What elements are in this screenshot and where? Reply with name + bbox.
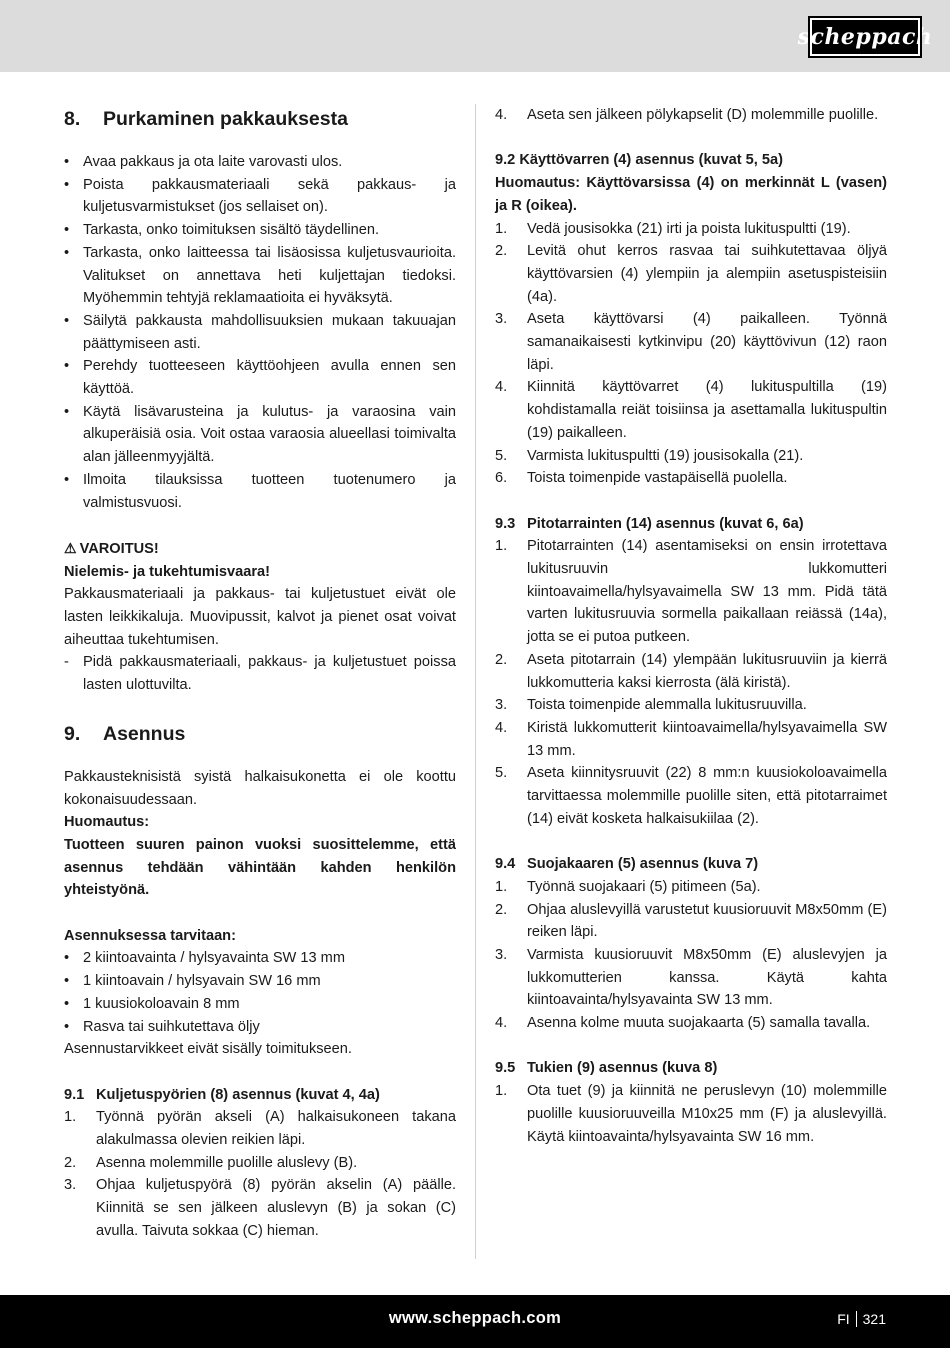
subsection-title: Kuljetuspyörien (8) asennus (kuvat 4, 4a) bbox=[96, 1086, 380, 1103]
list-item: • 1 kiintoavain / hylsyavain SW 16 mm bbox=[64, 970, 456, 993]
list-item: • Rasva tai suihkutettava öljy bbox=[64, 1016, 456, 1039]
wheels-steps-continued bbox=[495, 104, 887, 127]
list-item: • Käytä lisävarusteina ja kulutus- ja varaosina vain alkuperäisiä osia. Voit ostaa varaosia alueellasi toimivalta alan jälleenmyyjältä. bbox=[64, 401, 456, 469]
wheels-steps bbox=[64, 1106, 456, 1242]
tools-label: Asennuksessa tarvitaan: bbox=[64, 927, 236, 944]
list-item: 4. Asenna kolme muuta suojakaarta (5) samalla tavalla. bbox=[495, 1015, 871, 1032]
subsection-title: Tukien (9) asennus (kuva 8) bbox=[527, 1060, 718, 1077]
list-item: • Tarkasta, onko laitteessa tai lisäosissa kuljetusvaurioita. Valitukset on annettava heti kuljettajan tiedoksi. Myöhemmin tehtyjä reklamaatioita ei hyväksytä. bbox=[64, 242, 456, 310]
left-column bbox=[64, 104, 456, 1243]
warning-triangle-icon: ⚠ bbox=[64, 539, 77, 556]
warning-heading bbox=[64, 537, 456, 561]
section-9-4-heading bbox=[495, 853, 887, 876]
list-item: 3. Varmista kuusioruuvit M8x50mm (E) aluslevyjen ja lukkomutterien kanssa. Käytä kahta kiintoavainta/hylsyavainta SW 13 mm. bbox=[495, 946, 887, 1009]
subsection-number: 9.1 bbox=[64, 1086, 85, 1103]
section-number: 8. bbox=[64, 108, 81, 130]
scheppach-logo: scheppach bbox=[810, 18, 920, 56]
section-9-heading bbox=[64, 723, 456, 746]
list-item: • 1 kuusiokoloavain 8 mm bbox=[64, 993, 456, 1016]
list-item: 4. Kiinnitä käyttövarret (4) lukituspultilla (19) kohdistamalla reiät toisiinsa ja asettamalla lukituspultin (19) paikalleen. bbox=[495, 379, 887, 441]
supports-steps bbox=[495, 1080, 887, 1148]
guard-steps bbox=[495, 876, 887, 1035]
list-item: 2. Ohjaa aluslevyillä varustetut kuusioruuvit M8x50mm (E) reiken läpi. bbox=[495, 901, 887, 941]
subsection-number: 9.3 bbox=[495, 515, 516, 532]
website-link[interactable]: www.scheppach.com bbox=[388, 1309, 562, 1327]
tools-note: Asennustarvikkeet eivät sisälly toimitukseen. bbox=[64, 1041, 352, 1058]
right-column bbox=[495, 104, 887, 1148]
list-item: 5. Varmista lukituspultti (19) jousisokalla (21). bbox=[495, 447, 804, 464]
warning-subtitle: Nielemis- ja tukehtumisvaara! bbox=[64, 563, 271, 580]
list-item: • Ilmoita tilauksissa tuotteen tuotenumero ja valmistusvuosi. bbox=[64, 469, 456, 514]
list-item: 1. Työnnä pyörän akseli (A) halkaisukoneen takana alakulmassa olevien reikien läpi. bbox=[64, 1109, 456, 1149]
list-item: • 2 kiintoavainta / hylsyavainta SW 13 mm bbox=[64, 947, 456, 970]
list-item: 4. Aseta sen jälkeen pölykapselit (D) molemmille puolille. bbox=[495, 107, 879, 123]
section-title: Purkaminen pakkauksesta bbox=[103, 108, 348, 130]
list-item: 3. Ohjaa kuljetuspyörä (8) pyörän akselin (A) päälle. Kiinnitä se sen jälkeen aluslevyn (B) ja sokan (C) avulla. Taivuta sokkaa (C) hieman. bbox=[64, 1177, 456, 1239]
section-9-5-heading bbox=[495, 1057, 887, 1080]
subsection-number: 9.4 bbox=[495, 856, 516, 873]
section-9-1-heading bbox=[64, 1084, 456, 1107]
warning-dash-list bbox=[64, 651, 456, 696]
holders-steps bbox=[495, 535, 887, 830]
list-item: 3. Toista toimenpide alemmalla lukitusruuvilla. bbox=[495, 697, 807, 714]
section-title: Asennus bbox=[103, 722, 186, 745]
list-item: 2. Asenna molemmille puolille aluslevy (B). bbox=[64, 1154, 358, 1171]
list-item: 6. Toista toimenpide vastapäisellä puolella. bbox=[495, 470, 788, 487]
note-label: Huomautus: bbox=[64, 814, 150, 831]
subsection-number: 9.5 bbox=[495, 1060, 516, 1077]
list-item: • Tarkasta, onko toimituksen sisältö täydellinen. bbox=[64, 219, 456, 242]
page-number bbox=[837, 1311, 886, 1327]
subsection-title: Pitotarrainten (14) asennus (kuvat 6, 6a) bbox=[527, 515, 804, 532]
list-item: 5. Aseta kiinnitysruuvit (22) 8 mm:n kuusiokoloavaimella tarvittaessa molemmille puolille siten, että pitotarraimet (14) eivät kosketa halkaisukiilaa (2). bbox=[495, 765, 887, 827]
warning-title: VAROITUS! bbox=[79, 540, 159, 557]
section-9-2-note: Huomautus: Käyttövarsissa (4) on merkinnät L (vasen) ja R (oikea). bbox=[495, 175, 887, 214]
section-number: 9. bbox=[64, 722, 81, 745]
list-item: 1. Ota tuet (9) ja kiinnitä ne peruslevyn (10) molemmille puolille kuusioruuveilla M10x25 mm (F) ja aluslevyillä. Käytä kiintoavainta/hylsyavainta SW 16 mm. bbox=[495, 1083, 887, 1145]
column-divider bbox=[475, 104, 476, 1259]
tools-list bbox=[64, 947, 456, 1038]
list-item: 1. Työnnä suojakaari (5) pitimeen (5a). bbox=[495, 878, 761, 895]
section-9-3-heading bbox=[495, 513, 887, 536]
list-item: • Avaa pakkaus ja ota laite varovasti ulos. bbox=[64, 151, 456, 174]
list-item: 2. Levitä ohut kerros rasvaa tai suihkutettavaa öljyä käyttövarsien (4) ylempiin ja alempiin asetuspisteisiin (4a). bbox=[495, 243, 887, 305]
list-item: • Poista pakkausmateriaali sekä pakkaus- ja kuljetusvarmistukset (jos sellaiset on). bbox=[64, 174, 456, 219]
assembly-intro: Pakkausteknisistä syistä halkaisukonetta ei ole koottu kokonaisuudessaan. bbox=[64, 768, 456, 808]
list-item: 1. Vedä jousisokka (21) irti ja poista lukituspultti (19). bbox=[495, 220, 851, 237]
page-header bbox=[0, 0, 950, 72]
list-item: 3. Aseta käyttövarsi (4) paikalleen. Työnnä samanaikaisesti kytkinvipu (20) käyttövivun (12) raon läpi. bbox=[495, 311, 887, 373]
list-item: • Säilytä pakkausta mahdollisuuksien mukaan takuuajan päättymiseen asti. bbox=[64, 310, 456, 355]
list-item: 2. Aseta pitotarrain (14) ylempään lukitusruuviin ja kierrä lukkomutteria kaksi kierrosta (älä kiristä). bbox=[495, 651, 887, 691]
subsection-title: Suojakaaren (5) asennus (kuva 7) bbox=[527, 856, 759, 873]
unpacking-list bbox=[64, 151, 456, 514]
page-footer bbox=[0, 1295, 950, 1348]
list-item: 1. Pitotarrainten (14) asentamiseksi on ensin irrotettava lukitusruuvin lukkomutteri kiintoavaimella/hylsyavaimella SW 13 mm. Pidä tätä varten lukitusruuvia sormella paikallaan reiässä (14a), jotta se ei putoa putkeen. bbox=[495, 538, 887, 646]
arms-steps bbox=[495, 218, 887, 490]
note-text: Tuotteen suuren painon vuoksi suosittelemme, että asennus tehdään vähintään kahden henkilön yhteistyönä. bbox=[64, 836, 456, 899]
list-item: • Perehdy tuotteeseen käyttöohjeen avulla ennen sen käyttöä. bbox=[64, 355, 456, 400]
section-8-heading bbox=[64, 108, 456, 131]
list-item: 4. Kiristä lukkomutterit kiintoavaimella/hylsyavaimella SW 13 mm. bbox=[495, 719, 887, 759]
list-item: - Pidä pakkausmateriaali, pakkaus- ja kuljetustuet poissa lasten ulottuvilta. bbox=[64, 651, 456, 696]
section-9-2-heading: 9.2 Käyttövarren (4) asennus (kuvat 5, 5a) bbox=[495, 152, 783, 169]
language-code: FI bbox=[837, 1311, 850, 1327]
page-number-value: 321 bbox=[862, 1311, 886, 1327]
warning-text: Pakkausmateriaali ja pakkaus- tai kuljetustuet eivät ole lasten leikkikaluja. Muovipussit, kalvot ja pienet osat voivat aiheuttaa tukehtumisen. bbox=[64, 586, 456, 648]
